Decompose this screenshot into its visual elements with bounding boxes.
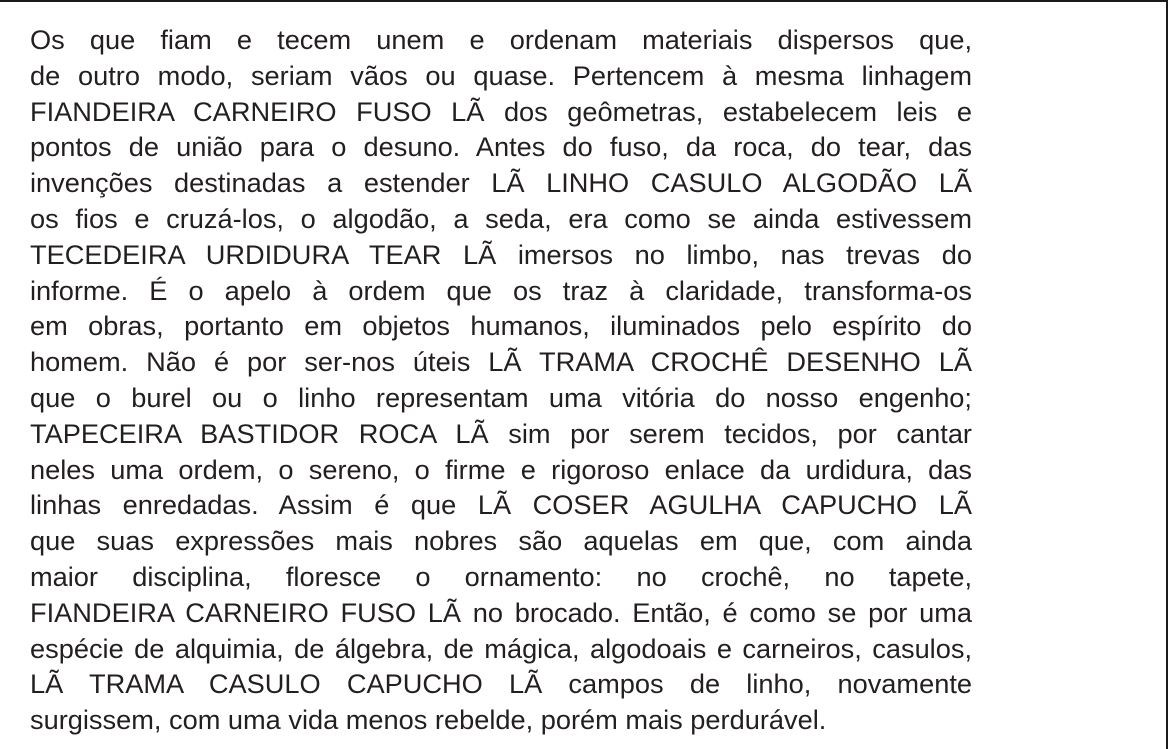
text-line-12: TAPECEIRA BASTIDOR ROCA LÃ sim por serem tecidos, por cantar — [30, 417, 972, 449]
text-line-10: homem. Não é por ser-nos úteis LÃ TRAMA CROCHÊ DESENHO LÃ — [30, 346, 972, 378]
text-line-2: de outro modo, seriam vãos ou quase. Pertencem à mesma linhagem — [30, 59, 972, 91]
text-line-19: LÃ TRAMA CASULO CAPUCHO LÃ campos de linho, novamente — [30, 668, 972, 700]
text-line-9: em obras, portanto em objetos humanos, iluminados pelo espírito do — [30, 310, 972, 342]
text-line-17: FIANDEIRA CARNEIRO FUSO LÃ no brocado. Então, é como se por uma — [30, 596, 972, 628]
text-line-4: pontos de união para o desuno. Antes do fuso, da roca, do tear, das — [30, 131, 972, 163]
text-line-15: que suas expressões mais nobres são aquelas em que, com ainda — [30, 525, 972, 557]
text-line-8: informe. É o apelo à ordem que os traz à claridade, transforma-os — [30, 274, 972, 306]
text-line-6: os fios e cruzá-los, o algodão, a seda, era como se ainda estivessem — [30, 202, 972, 234]
text-line-5: invenções destinadas a estender LÃ LINHO CASULO ALGODÃO LÃ — [30, 167, 972, 199]
text-line-13: neles uma ordem, o sereno, o firme e rigoroso enlace da urdidura, das — [30, 453, 972, 485]
text-line-14: linhas enredadas. Assim é que LÃ COSER AGULHA CAPUCHO LÃ — [30, 489, 972, 521]
text-line-1: Os que fiam e tecem unem e ordenam materiais dispersos que, — [30, 24, 972, 55]
text-line-11: que o burel ou o linho representam uma vitória do nosso engenho; — [30, 381, 972, 413]
text-line-18: espécie de alquimia, de álgebra, de mágica, algodoais e carneiros, casulos, — [30, 632, 972, 664]
text-line-3: FIANDEIRA CARNEIRO FUSO LÃ dos geômetras, estabelecem leis e — [30, 95, 972, 127]
text-line-20: surgissem, com uma vida menos rebelde, porém mais perdurável. — [30, 704, 827, 736]
text-line-16: maior disciplina, floresce o ornamento: no crochê, no tapete, — [30, 560, 972, 592]
text-line-7: TECEDEIRA URDIDURA TEAR LÃ imersos no limbo, nas trevas do — [30, 238, 972, 270]
body-paragraph — [30, 22, 972, 738]
